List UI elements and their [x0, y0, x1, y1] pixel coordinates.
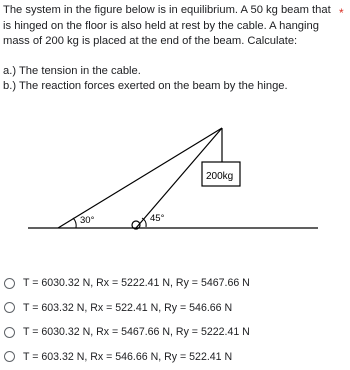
- question-part-b: b.) The reaction forces exerted on the beam by the hinge.: [3, 80, 288, 93]
- option-4[interactable]: [0, 346, 350, 368]
- cable-line: [58, 128, 222, 228]
- question-parts: [3, 64, 333, 95]
- question-text-block: [3, 3, 333, 95]
- option-2[interactable]: [0, 297, 350, 319]
- radio-circle-icon[interactable]: [4, 327, 15, 338]
- question-statement: The system in the figure below is in equilibrium. A 50 kg beam that is hinged on the floor is also held at rest by the cable. A hanging mass of 200 kg is placed at the end of the beam. Calculate:: [3, 4, 331, 48]
- option-label: T = 603.32 N, Rx = 522.41 N, Ry = 546.66 N: [23, 301, 233, 314]
- radio-circle-icon[interactable]: [4, 351, 15, 362]
- cable-angle-arc: [73, 218, 76, 228]
- option-3[interactable]: [0, 321, 350, 343]
- required-asterisk: *: [339, 6, 344, 20]
- option-label: T = 6030.32 N, Rx = 5222.41 N, Ry = 5467.66 N: [23, 277, 250, 289]
- mass-label: 200kg: [206, 171, 234, 182]
- question-part-a: a.) The tension in the cable.: [3, 64, 141, 77]
- beam-angle-arc: [142, 218, 146, 227]
- cable-angle-label: 30°: [80, 215, 95, 226]
- beam-angle-label: 45°: [150, 213, 165, 224]
- option-1[interactable]: [0, 272, 350, 294]
- option-label: T = 6030.32 N, Rx = 5467.66 N, Ry = 5222.41 N: [23, 326, 250, 339]
- equilibrium-figure: [0, 118, 350, 273]
- option-label: T = 603.32 N, Rx = 546.66 N, Ry = 522.41 N: [23, 350, 233, 363]
- radio-circle-icon[interactable]: [4, 278, 15, 289]
- answer-options: [0, 272, 350, 370]
- radio-circle-icon[interactable]: [4, 302, 15, 313]
